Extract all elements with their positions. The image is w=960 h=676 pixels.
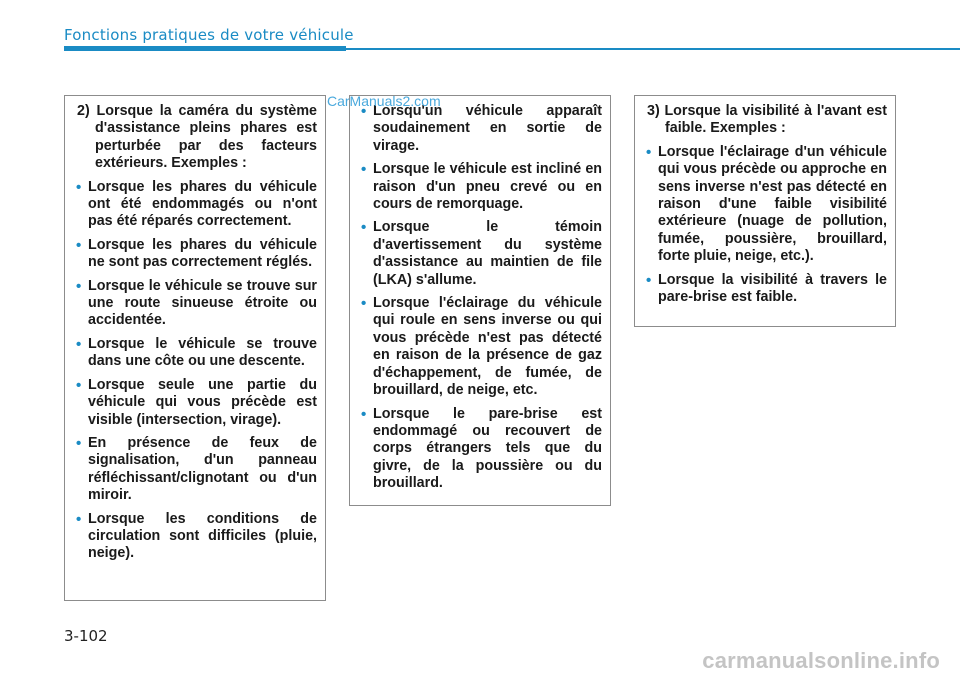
header-rule-thick	[64, 46, 346, 51]
list-item: • Lorsqu'un véhicule apparaît soudainement en sortie de virage.	[362, 103, 602, 155]
list-item: • Lorsque l'éclairage d'un véhicule qui vous précède ou approche en sens inverse n'est pas détecté en raison d'une faible visibilité extérieure (nuage de pollution, fumée, poussière, brouillard, forte pluie, neige, etc.).	[647, 144, 887, 266]
list-item: • Lorsque le témoin d'avertissement du système d'assistance au maintien de file (LKA) s'allume.	[362, 219, 602, 289]
bullet-list	[77, 179, 317, 563]
list-item: • Lorsque le véhicule se trouve dans une côte ou une descente.	[77, 336, 317, 371]
list-item: • En présence de feux de signalisation, d'un panneau réfléchissant/clignotant ou d'un miroir.	[77, 435, 317, 505]
section-title: Fonctions pratiques de votre véhicule	[64, 26, 354, 44]
bullet-list	[647, 144, 887, 307]
condition-box-2	[64, 95, 326, 601]
list-item: • Lorsque les phares du véhicule ont été endommagés ou n'ont pas été réparés correctement.	[77, 179, 317, 231]
list-item: • Lorsque les conditions de circulation sont difficiles (pluie, neige).	[77, 511, 317, 563]
watermark-link[interactable]: CarManuals2.com	[327, 93, 441, 109]
header-rule-thin	[346, 48, 960, 50]
box-intro: 2) Lorsque la caméra du système d'assistance pleins phares est perturbée par des facteurs extérieurs. Exemples :	[77, 103, 317, 172]
list-item: • Lorsque le véhicule est incliné en raison d'un pneu crevé ou en cours de remorquage.	[362, 161, 602, 213]
list-item: • Lorsque les phares du véhicule ne sont pas correctement réglés.	[77, 237, 317, 272]
list-item: • Lorsque l'éclairage du véhicule qui roule en sens inverse ou qui vous précède n'est pas détecté en raison de la présence de gaz d'échappement, de fumée, de brouillard, de neige, etc.	[362, 295, 602, 399]
list-item: • Lorsque le véhicule se trouve sur une route sinueuse étroite ou accidentée.	[77, 278, 317, 330]
watermark-footer: carmanualsonline.info	[702, 648, 940, 673]
bullet-list	[362, 103, 602, 493]
list-item: • Lorsque la visibilité à travers le pare-brise est faible.	[647, 272, 887, 307]
condition-box-3	[634, 95, 896, 327]
list-item: • Lorsque le pare-brise est endommagé ou recouvert de corps étrangers tels que du givre, de la poussière ou du brouillard.	[362, 406, 602, 493]
condition-box-2-continued	[349, 95, 611, 506]
list-item: • Lorsque seule une partie du véhicule qui vous précède est visible (intersection, virage).	[77, 377, 317, 429]
box-intro: 3) Lorsque la visibilité à l'avant est faible. Exemples :	[647, 103, 887, 137]
page-number: 3-102	[64, 627, 108, 645]
